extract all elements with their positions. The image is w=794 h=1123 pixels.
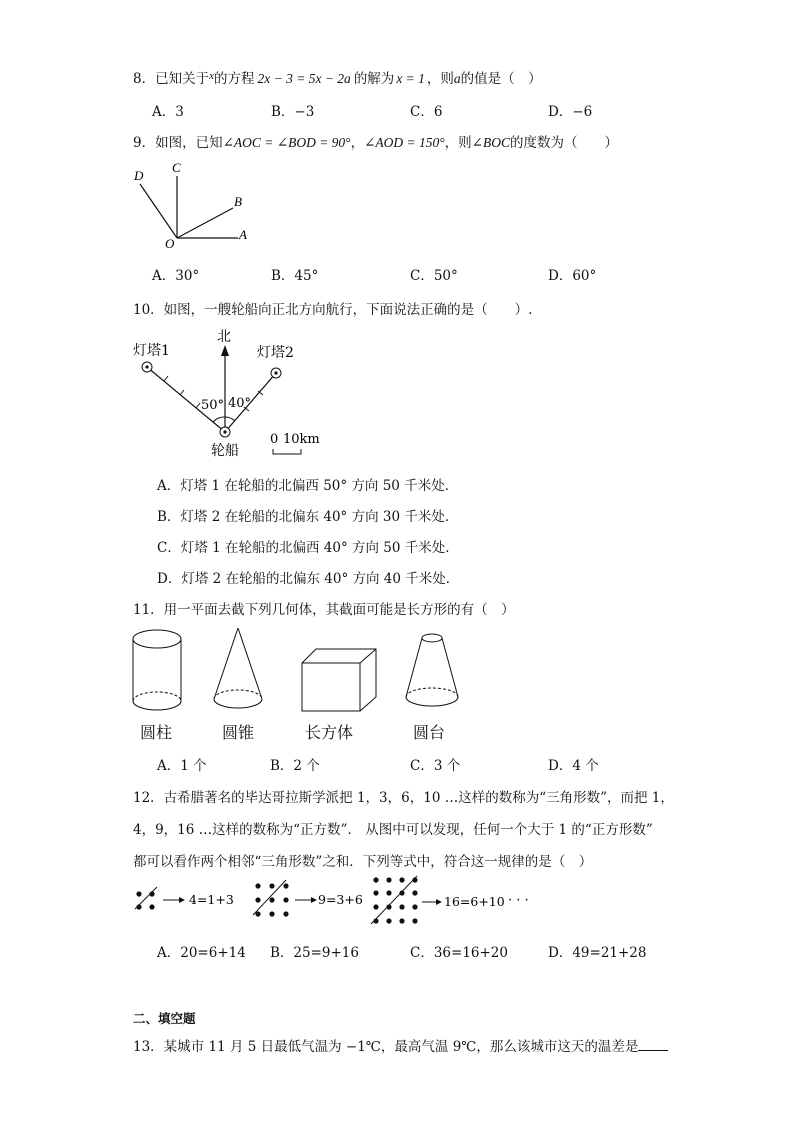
q11-solids-figure [130, 625, 470, 720]
q12-line3: 都可以看作两个相邻“三角形数”之和．下列等式中，符合这一规律的是（ ） [133, 854, 593, 870]
shape-label-cone: 圆锥 [222, 723, 255, 742]
q10-option-a[interactable]: A．灯塔 1 在轮船的北偏西 50° 方向 50 千米处． [157, 478, 459, 494]
tower2-label: 灯塔2 [257, 345, 294, 361]
q8-mid: 的方程 [213, 71, 255, 87]
label-o: O [165, 236, 175, 251]
q8-var: x [209, 70, 214, 82]
q13-text: 13．某城市 11 月 5 日最低气温为 −1℃，最高气温 9℃，那么该城市这天的温差是 [133, 1039, 639, 1055]
q9-ask: ∠BOC [471, 135, 510, 150]
north-label: 北 [217, 329, 231, 345]
q11-option-d[interactable]: D．4 个 [548, 758, 599, 774]
q11-option-c[interactable]: C．3 个 [410, 758, 461, 774]
q10-option-b[interactable]: B．灯塔 2 在轮船的北偏东 40° 方向 30 千米处． [157, 509, 459, 525]
scale-bar [273, 449, 301, 454]
q8-option-b[interactable]: B．−3 [271, 104, 315, 120]
q11-option-b[interactable]: B．2 个 [270, 758, 320, 774]
q12-line2: 4，9，16 …这样的数称为“正方数”． 从图中可以发现，任何一个大于 1 的“正方形数” [133, 822, 653, 838]
shape-label-cuboid: 长方体 [305, 723, 354, 742]
q12-dot-figure [133, 880, 543, 925]
q8-post: ，则 [426, 71, 454, 87]
eq2: 9=3+6 [318, 892, 363, 907]
q8-equation: 2x − 3 = 5x − 2a [257, 71, 351, 86]
q9-mid: ，则 [444, 135, 472, 151]
cone-shape [214, 628, 262, 708]
q8-stem [133, 67, 542, 87]
scale-zero: 0 [270, 432, 279, 447]
ellipsis: · · · [508, 893, 529, 908]
cuboid-shape [302, 649, 376, 711]
eq3: 16=6+10 [444, 894, 505, 909]
q9-cond2: ∠AOD = 150° [364, 135, 445, 150]
tower1-label: 灯塔1 [133, 343, 170, 359]
q12-option-d[interactable]: D．49=21+28 [548, 945, 647, 961]
q8-solution: x = 1 [396, 71, 425, 86]
q12-option-b[interactable]: B．25=9+16 [270, 945, 359, 961]
q9-option-b[interactable]: B．45° [271, 268, 319, 284]
q10-option-c[interactable]: C．灯塔 1 在轮船的北偏西 40° 方向 50 千米处． [157, 540, 459, 556]
q9-sep: ， [350, 135, 365, 151]
shape-label-cylinder: 圆柱 [140, 723, 173, 742]
label-c: C [172, 160, 181, 175]
q9-cond1: ∠AOC = ∠BOD = 90° [222, 135, 351, 150]
q8-option-a[interactable]: A．3 [152, 104, 184, 120]
q10-lighthouse-figure [125, 325, 340, 460]
q9-option-c[interactable]: C．50° [410, 268, 458, 284]
angle-40-label: 40° [228, 396, 252, 411]
q8-option-c[interactable]: C．6 [410, 104, 443, 120]
section-title: 二、填空题 [133, 1011, 196, 1026]
q8-option-d[interactable]: D．−6 [548, 104, 593, 120]
label-d: D [134, 168, 144, 183]
eq1: 4=1+3 [189, 892, 234, 907]
q12-option-c[interactable]: C．36=16+20 [410, 945, 508, 961]
shape-label-frustum: 圆台 [413, 723, 446, 742]
q10-stem: 10．如图，一艘轮船向正北方向航行，下面说法正确的是（ ）. [133, 302, 533, 318]
q13-answer-blank[interactable] [638, 1038, 668, 1051]
scale-value: 10km [283, 432, 320, 447]
q12-option-a[interactable]: A．20=6+14 [157, 945, 246, 961]
angle-50-label: 50° [201, 398, 225, 413]
q12-line1: 12．古希腊著名的毕达哥拉斯学派把 1，3，6，10 …这样的数称为“三角形数”，而把 1， [133, 790, 674, 806]
q11-option-a[interactable]: A．1 个 [157, 758, 207, 774]
q11-stem: 11．用一平面去截下列几何体，其截面可能是长方形的有（ ） [133, 602, 515, 618]
q9-option-d[interactable]: D．60° [548, 268, 597, 284]
q9-stem [133, 131, 618, 151]
q13-stem [133, 1035, 668, 1055]
q8-end: 的值是（ ） [460, 71, 542, 87]
q9-pre: 9．如图，已知 [133, 135, 223, 151]
q10-option-d[interactable]: D．灯塔 2 在轮船的北偏东 40° 方向 40 千米处． [157, 571, 460, 587]
q9-option-a[interactable]: A．30° [152, 268, 200, 284]
q8-mid2: 的解为 [353, 71, 395, 87]
q9-angle-figure [130, 158, 260, 253]
frustum-shape [406, 634, 458, 706]
q9-end: 的度数为（ ） [509, 135, 618, 151]
cylinder-shape [133, 630, 181, 710]
ship-label: 轮船 [211, 443, 239, 459]
label-a: A [239, 227, 247, 242]
q8-var2: a [453, 71, 461, 86]
label-b: B [234, 194, 242, 209]
q8-pre: 8．已知关于 [133, 71, 210, 87]
